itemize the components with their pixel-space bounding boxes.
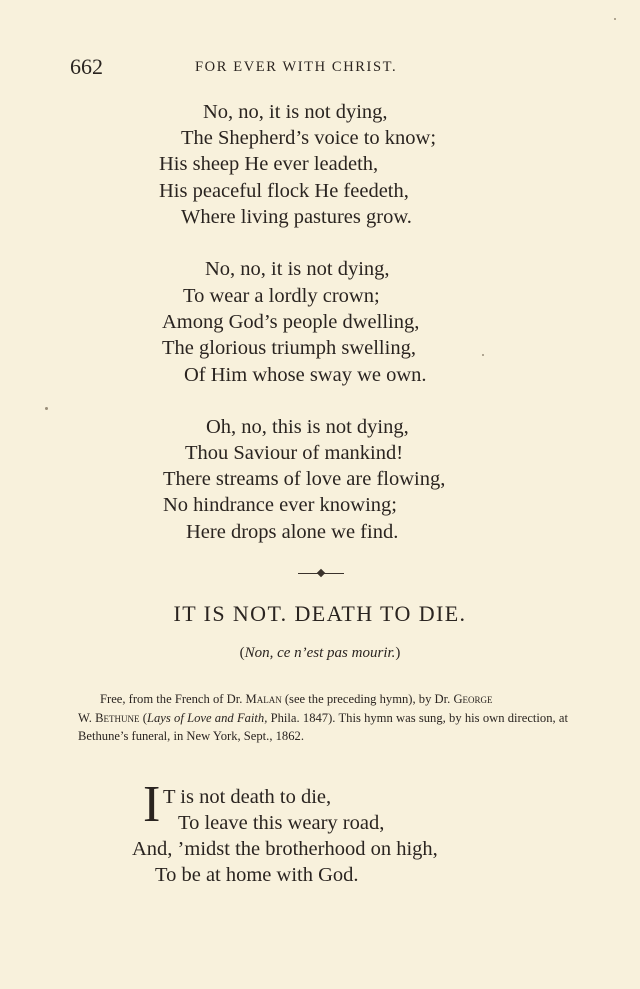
- print-speck: [482, 354, 484, 356]
- diamond-ornament-icon: [317, 569, 325, 577]
- hymn-title: IT IS NOT. DEATH TO DIE.: [173, 601, 467, 626]
- verse-line: His sheep He ever leadeth,: [159, 153, 379, 175]
- verse-line: Here drops alone we find.: [186, 521, 399, 543]
- verse-line: No, no, it is not dying,: [203, 101, 388, 123]
- verse-line: There streams of love are flowing,: [163, 468, 446, 490]
- page-header: [0, 54, 640, 84]
- page-number: 662: [70, 54, 103, 79]
- verse-line: To be at home with God.: [155, 864, 359, 886]
- print-speck: [614, 18, 616, 20]
- print-speck: [45, 407, 48, 410]
- author-malan: Malan: [245, 692, 282, 706]
- verse-line: Among God’s people dwelling,: [162, 311, 420, 333]
- section-divider: [298, 569, 344, 577]
- verse-line: To leave this weary road,: [178, 812, 385, 834]
- verse-line: And, ’midst the brotherhood on high,: [132, 838, 438, 860]
- hymn-subtitle: (Non, ce n’est pas mourir.): [239, 645, 401, 661]
- verse-line: Thou Saviour of mankind!: [185, 442, 404, 464]
- verse-line: The Shepherd’s voice to know;: [181, 127, 437, 149]
- book-title: Lays of Love and Faith,: [147, 710, 268, 725]
- verse-line: Oh, no, this is not dying,: [206, 416, 409, 438]
- running-head: FOR EVER WITH CHRIST.: [195, 59, 398, 75]
- hymn-source-note: Free, from the French of Dr. Malan (see the preceding hymn), by Dr. George W. Bethune (Lays of Love and Faith, Phila. 1847). This hymn was sung, by his own direction, at Bethune’s funeral, in New York, Sept., 1862.: [78, 692, 568, 743]
- verse-line: Of Him whose sway we own.: [184, 364, 427, 386]
- verse-line: No, no, it is not dying,: [205, 258, 390, 280]
- drop-cap: I: [143, 776, 161, 833]
- author-george: George: [453, 692, 493, 706]
- verse-line: The glorious triumph swelling,: [162, 337, 416, 359]
- author-bethune: Bethune: [95, 710, 140, 725]
- verse-line: His peaceful flock He feedeth,: [159, 180, 409, 202]
- verse-line: Where living pastures grow.: [181, 206, 412, 228]
- hymn-subtitle-text: Non, ce n’est pas mourir.: [244, 645, 396, 661]
- verse-line: No hindrance ever knowing;: [163, 494, 397, 516]
- verse-line: T is not death to die,: [163, 786, 332, 808]
- verse-line: To wear a lordly crown;: [183, 285, 380, 307]
